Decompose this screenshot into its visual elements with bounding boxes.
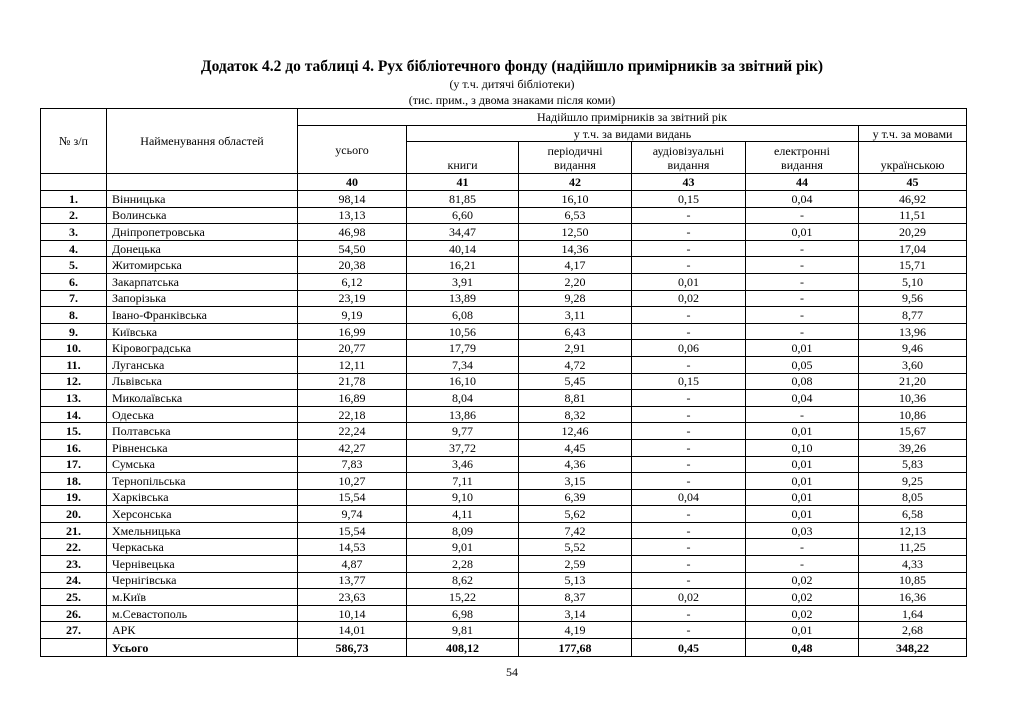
region-name: АРК [107, 622, 298, 639]
table-row [41, 406, 967, 423]
ukrainian-value: 12,13 [859, 522, 967, 539]
periodicals-value: 2,91 [519, 340, 632, 357]
header-by-language: у т.ч. за мовами [859, 126, 967, 142]
audiovisual-value: - [632, 390, 746, 407]
units-note: (тис. прим., з двома знаками після коми) [408, 93, 616, 107]
audiovisual-value: - [632, 439, 746, 456]
periodicals-value: 2,59 [519, 556, 632, 573]
books-value: 8,62 [407, 572, 519, 589]
total-value: 16,99 [298, 323, 407, 340]
table-row [41, 191, 967, 208]
electronic-value: 0,48 [746, 639, 859, 657]
electronic-value: 0,02 [746, 605, 859, 622]
table-row [41, 307, 967, 324]
column-number: 43 [632, 174, 746, 191]
electronic-value: - [746, 556, 859, 573]
column-number: 42 [519, 174, 632, 191]
ukrainian-value: 11,51 [859, 207, 967, 224]
books-value: 13,86 [407, 406, 519, 423]
total-value: 10,14 [298, 605, 407, 622]
total-value: 10,27 [298, 473, 407, 490]
row-number: 15. [41, 423, 107, 440]
row-number [41, 639, 107, 657]
electronic-value: 0,01 [746, 506, 859, 523]
periodicals-value: 3,11 [519, 307, 632, 324]
periodicals-value: 6,53 [519, 207, 632, 224]
region-name: Волинська [107, 207, 298, 224]
electronic-value: - [746, 273, 859, 290]
row-number: 19. [41, 489, 107, 506]
books-value: 37,72 [407, 439, 519, 456]
audiovisual-value: 0,45 [632, 639, 746, 657]
ukrainian-value: 10,36 [859, 390, 967, 407]
books-value: 3,91 [407, 273, 519, 290]
ukrainian-value: 9,46 [859, 340, 967, 357]
header-group: Надійшло примірників за звітний рік [298, 109, 967, 126]
audiovisual-value: - [632, 356, 746, 373]
ukrainian-value: 20,29 [859, 224, 967, 241]
total-value: 15,54 [298, 489, 407, 506]
region-name: Тернопільська [107, 473, 298, 490]
electronic-value: - [746, 539, 859, 556]
ukrainian-value: 2,68 [859, 622, 967, 639]
table-row [41, 622, 967, 639]
total-value: 22,18 [298, 406, 407, 423]
periodicals-value: 5,62 [519, 506, 632, 523]
region-name: Запорізька [107, 290, 298, 307]
audiovisual-value: 0,04 [632, 489, 746, 506]
periodicals-value: 7,42 [519, 522, 632, 539]
row-number: 18. [41, 473, 107, 490]
total-row [41, 639, 967, 657]
ukrainian-value: 3,60 [859, 356, 967, 373]
table-row [41, 439, 967, 456]
electronic-value: 0,04 [746, 191, 859, 208]
audiovisual-value: - [632, 257, 746, 274]
table-row [41, 473, 967, 490]
header-ukrainian: українською [859, 142, 967, 174]
table-row [41, 390, 967, 407]
ukrainian-value: 13,96 [859, 323, 967, 340]
table-row [41, 522, 967, 539]
header-electronic: електронні видання [746, 142, 859, 174]
periodicals-value: 6,43 [519, 323, 632, 340]
periodicals-value: 5,52 [519, 539, 632, 556]
ukrainian-value: 15,67 [859, 423, 967, 440]
periodicals-value: 5,13 [519, 572, 632, 589]
total-value: 586,73 [298, 639, 407, 657]
ukrainian-value: 8,77 [859, 307, 967, 324]
audiovisual-value: 0,06 [632, 340, 746, 357]
region-name: Черкаська [107, 539, 298, 556]
region-name: Сумська [107, 456, 298, 473]
books-value: 408,12 [407, 639, 519, 657]
audiovisual-value: - [632, 539, 746, 556]
column-number: 40 [298, 174, 407, 191]
periodicals-value: 14,36 [519, 240, 632, 257]
books-value: 9,77 [407, 423, 519, 440]
total-value: 15,54 [298, 522, 407, 539]
audiovisual-value: 0,15 [632, 373, 746, 390]
electronic-value: 0,08 [746, 373, 859, 390]
audiovisual-value: - [632, 605, 746, 622]
periodicals-value: 4,36 [519, 456, 632, 473]
ukrainian-value: 9,56 [859, 290, 967, 307]
column-number: 45 [859, 174, 967, 191]
row-number: 12. [41, 373, 107, 390]
audiovisual-value: 0,15 [632, 191, 746, 208]
region-name: Чернівецька [107, 556, 298, 573]
region-name: Полтавська [107, 423, 298, 440]
audiovisual-value: - [632, 307, 746, 324]
total-value: 22,24 [298, 423, 407, 440]
table-row [41, 323, 967, 340]
audiovisual-value: - [632, 224, 746, 241]
electronic-value: 0,10 [746, 439, 859, 456]
row-number: 1. [41, 191, 107, 208]
total-value: 7,83 [298, 456, 407, 473]
books-value: 4,11 [407, 506, 519, 523]
ukrainian-value: 6,58 [859, 506, 967, 523]
subtitle: (у т.ч. дитячі бібліотеки) [449, 77, 575, 91]
total-value: 23,19 [298, 290, 407, 307]
total-value: 6,12 [298, 273, 407, 290]
row-number: 17. [41, 456, 107, 473]
total-value: 46,98 [298, 224, 407, 241]
electronic-value: 0,01 [746, 224, 859, 241]
table-row [41, 506, 967, 523]
table-row [41, 489, 967, 506]
electronic-value: 0,03 [746, 522, 859, 539]
periodicals-value: 16,10 [519, 191, 632, 208]
periodicals-value: 6,39 [519, 489, 632, 506]
table-row [41, 556, 967, 573]
audiovisual-value: - [632, 323, 746, 340]
row-number: 20. [41, 506, 107, 523]
books-value: 6,98 [407, 605, 519, 622]
table-row [41, 273, 967, 290]
region-name: Житомирська [107, 257, 298, 274]
audiovisual-value: - [632, 406, 746, 423]
books-value: 34,47 [407, 224, 519, 241]
electronic-value: 0,02 [746, 589, 859, 606]
table-row [41, 340, 967, 357]
total-value: 9,74 [298, 506, 407, 523]
ukrainian-value: 17,04 [859, 240, 967, 257]
total-value: 9,19 [298, 307, 407, 324]
total-value: 16,89 [298, 390, 407, 407]
audiovisual-value: - [632, 622, 746, 639]
table-body [41, 191, 967, 657]
region-name: Кіровоградська [107, 340, 298, 357]
table-row [41, 605, 967, 622]
electronic-value: 0,05 [746, 356, 859, 373]
row-number: 3. [41, 224, 107, 241]
periodicals-value: 9,28 [519, 290, 632, 307]
books-value: 6,08 [407, 307, 519, 324]
electronic-value: - [746, 323, 859, 340]
books-value: 8,04 [407, 390, 519, 407]
table-row [41, 224, 967, 241]
ukrainian-value: 1,64 [859, 605, 967, 622]
ukrainian-value: 9,25 [859, 473, 967, 490]
table-row [41, 539, 967, 556]
header-periodicals: періодичні видання [519, 142, 632, 174]
audiovisual-value: - [632, 456, 746, 473]
column-number: 44 [746, 174, 859, 191]
region-name: Луганська [107, 356, 298, 373]
periodicals-value: 8,37 [519, 589, 632, 606]
region-name: Миколаївська [107, 390, 298, 407]
library-fund-table [40, 108, 967, 657]
ukrainian-value: 348,22 [859, 639, 967, 657]
row-number: 25. [41, 589, 107, 606]
audiovisual-value: - [632, 572, 746, 589]
books-value: 6,60 [407, 207, 519, 224]
audiovisual-value: - [632, 207, 746, 224]
audiovisual-value: - [632, 240, 746, 257]
total-value: 21,78 [298, 373, 407, 390]
books-value: 16,21 [407, 257, 519, 274]
row-number: 21. [41, 522, 107, 539]
periodicals-value: 3,15 [519, 473, 632, 490]
header-region: Найменування областей [107, 109, 298, 174]
table-row [41, 240, 967, 257]
ukrainian-value: 16,36 [859, 589, 967, 606]
region-name: Одеська [107, 406, 298, 423]
books-value: 9,10 [407, 489, 519, 506]
table-row [41, 207, 967, 224]
total-value: 12,11 [298, 356, 407, 373]
audiovisual-value: - [632, 506, 746, 523]
header-audiovisual: аудіовізуальні видання [632, 142, 746, 174]
header-total: усього [298, 126, 407, 174]
ukrainian-value: 10,86 [859, 406, 967, 423]
ukrainian-value: 8,05 [859, 489, 967, 506]
ukrainian-value: 5,83 [859, 456, 967, 473]
region-name: Львівська [107, 373, 298, 390]
total-value: 4,87 [298, 556, 407, 573]
books-value: 16,10 [407, 373, 519, 390]
electronic-value: 0,01 [746, 423, 859, 440]
row-number: 9. [41, 323, 107, 340]
electronic-value: 0,01 [746, 622, 859, 639]
region-name: Закарпатська [107, 273, 298, 290]
books-value: 2,28 [407, 556, 519, 573]
row-number: 13. [41, 390, 107, 407]
periodicals-value: 4,45 [519, 439, 632, 456]
periodicals-value: 5,45 [519, 373, 632, 390]
table-row [41, 373, 967, 390]
header-books: книги [407, 142, 519, 174]
ukrainian-value: 15,71 [859, 257, 967, 274]
row-number: 24. [41, 572, 107, 589]
electronic-value: - [746, 290, 859, 307]
table-row [41, 290, 967, 307]
audiovisual-value: - [632, 423, 746, 440]
total-value: 42,27 [298, 439, 407, 456]
row-number: 27. [41, 622, 107, 639]
ukrainian-value: 21,20 [859, 373, 967, 390]
table-row [41, 456, 967, 473]
region-name: Усього [107, 639, 298, 657]
audiovisual-value: 0,02 [632, 290, 746, 307]
region-name: Хмельницька [107, 522, 298, 539]
ukrainian-value: 11,25 [859, 539, 967, 556]
region-name: Рівненська [107, 439, 298, 456]
audiovisual-value: - [632, 473, 746, 490]
row-number: 14. [41, 406, 107, 423]
region-name: Донецька [107, 240, 298, 257]
ukrainian-value: 5,10 [859, 273, 967, 290]
periodicals-value: 4,72 [519, 356, 632, 373]
audiovisual-value: - [632, 522, 746, 539]
header-number: № з/п [41, 109, 107, 174]
electronic-value: - [746, 207, 859, 224]
total-value: 98,14 [298, 191, 407, 208]
electronic-value: - [746, 240, 859, 257]
region-name: м.Київ [107, 589, 298, 606]
page-number: 54 [506, 665, 518, 679]
column-number: 41 [407, 174, 519, 191]
periodicals-value: 8,81 [519, 390, 632, 407]
periodicals-value: 12,46 [519, 423, 632, 440]
total-value: 54,50 [298, 240, 407, 257]
audiovisual-value: 0,01 [632, 273, 746, 290]
column-number-row [41, 174, 967, 191]
books-value: 7,11 [407, 473, 519, 490]
region-name: Дніпропетровська [107, 224, 298, 241]
table-row [41, 572, 967, 589]
ukrainian-value: 39,26 [859, 439, 967, 456]
total-value: 14,53 [298, 539, 407, 556]
books-value: 40,14 [407, 240, 519, 257]
region-name: Харківська [107, 489, 298, 506]
row-number: 16. [41, 439, 107, 456]
page-title: Додаток 4.2 до таблиці 4. Рух бібліотечного фонду (надійшло примірників за звітний рік) [200, 58, 824, 75]
books-value: 81,85 [407, 191, 519, 208]
region-name: Вінницька [107, 191, 298, 208]
row-number: 5. [41, 257, 107, 274]
header-by-type: у т.ч. за видами видань [407, 126, 859, 142]
ukrainian-value: 4,33 [859, 556, 967, 573]
ukrainian-value: 10,85 [859, 572, 967, 589]
row-number: 2. [41, 207, 107, 224]
electronic-value: - [746, 307, 859, 324]
region-name: Херсонська [107, 506, 298, 523]
books-value: 13,89 [407, 290, 519, 307]
periodicals-value: 2,20 [519, 273, 632, 290]
books-value: 9,01 [407, 539, 519, 556]
audiovisual-value: - [632, 556, 746, 573]
table-row [41, 257, 967, 274]
row-number: 10. [41, 340, 107, 357]
books-value: 7,34 [407, 356, 519, 373]
table-row [41, 356, 967, 373]
books-value: 10,56 [407, 323, 519, 340]
column-number-blank [41, 174, 107, 191]
total-value: 23,63 [298, 589, 407, 606]
electronic-value: 0,01 [746, 340, 859, 357]
total-value: 14,01 [298, 622, 407, 639]
table-row [41, 423, 967, 440]
region-name: м.Севастополь [107, 605, 298, 622]
region-name: Київська [107, 323, 298, 340]
row-number: 7. [41, 290, 107, 307]
periodicals-value: 4,17 [519, 257, 632, 274]
region-name: Івано-Франківська [107, 307, 298, 324]
electronic-value: 0,02 [746, 572, 859, 589]
periodicals-value: 4,19 [519, 622, 632, 639]
table-row [41, 589, 967, 606]
electronic-value: 0,01 [746, 489, 859, 506]
total-value: 20,38 [298, 257, 407, 274]
books-value: 15,22 [407, 589, 519, 606]
column-number-blank [107, 174, 298, 191]
electronic-value: 0,01 [746, 473, 859, 490]
ukrainian-value: 46,92 [859, 191, 967, 208]
total-value: 13,77 [298, 572, 407, 589]
row-number: 6. [41, 273, 107, 290]
row-number: 11. [41, 356, 107, 373]
periodicals-value: 177,68 [519, 639, 632, 657]
row-number: 4. [41, 240, 107, 257]
books-value: 17,79 [407, 340, 519, 357]
electronic-value: - [746, 257, 859, 274]
total-value: 13,13 [298, 207, 407, 224]
row-number: 23. [41, 556, 107, 573]
books-value: 9,81 [407, 622, 519, 639]
periodicals-value: 12,50 [519, 224, 632, 241]
electronic-value: 0,01 [746, 456, 859, 473]
periodicals-value: 8,32 [519, 406, 632, 423]
audiovisual-value: 0,02 [632, 589, 746, 606]
periodicals-value: 3,14 [519, 605, 632, 622]
electronic-value: 0,04 [746, 390, 859, 407]
total-value: 20,77 [298, 340, 407, 357]
region-name: Чернігівська [107, 572, 298, 589]
books-value: 8,09 [407, 522, 519, 539]
row-number: 22. [41, 539, 107, 556]
books-value: 3,46 [407, 456, 519, 473]
electronic-value: - [746, 406, 859, 423]
row-number: 8. [41, 307, 107, 324]
row-number: 26. [41, 605, 107, 622]
